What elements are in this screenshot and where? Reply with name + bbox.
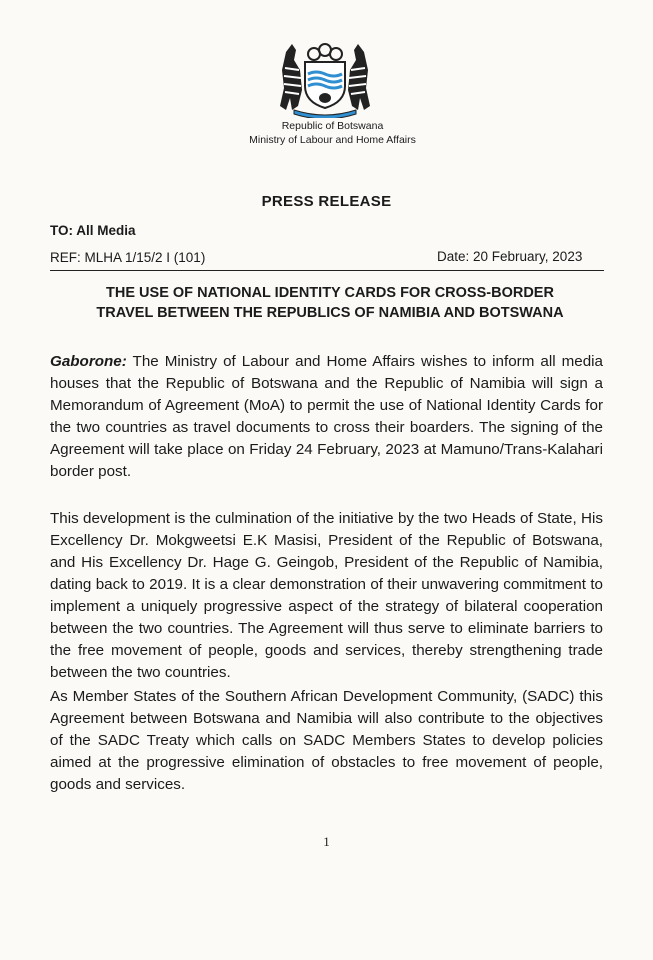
reference-number: REF: MLHA 1/15/2 I (101) bbox=[50, 250, 206, 265]
release-date: Date: 20 February, 2023 bbox=[437, 249, 583, 264]
document-title bbox=[40, 283, 620, 323]
botswana-coat-of-arms-icon bbox=[272, 40, 378, 118]
paragraph-3: As Member States of the Southern African Development Community, (SADC) this Agreement between Botswana and Namibia will also contribute to the objectives of the SADC Treaty which calls on SADC Members States to develop policies aimed at the progressive elimination of obstacles to free movement of people, goods and services. bbox=[50, 688, 603, 793]
page-number: 1 bbox=[323, 834, 330, 849]
title-line-2: TRAVEL BETWEEN THE REPUBLICS OF NAMIBIA AND BOTSWANA bbox=[96, 305, 564, 321]
header-divider bbox=[50, 270, 604, 271]
paragraph-2: This development is the culmination of the initiative by the two Heads of State, His Excellency Dr. Mokgweetsi E.K Masisi, President of the Republic of Botswana, and His Excellency Dr. Hage G. Geingob, President of the Republic of Namibia, dating back to 2019. It is a clear demonstration of their unwavering commitment to implement a uniquely progressive aspect of the strategy of bilateral cooperation between the two countries. The Agreement will thus serve to eliminate barriers to the free movement of people, goods and services, thereby strengthening trade between the two countries. bbox=[50, 510, 603, 681]
title-line-1: THE USE OF NATIONAL IDENTITY CARDS FOR CROSS-BORDER bbox=[106, 285, 554, 301]
press-release-heading: PRESS RELEASE bbox=[261, 193, 392, 210]
recipient-line: TO: All Media bbox=[50, 223, 136, 238]
ministry-label: Ministry of Labour and Home Affairs bbox=[249, 134, 416, 146]
paragraph-1 bbox=[50, 351, 603, 483]
paragraph-1-text: The Ministry of Labour and Home Affairs wishes to inform all media houses that the Republic of Botswana and the Republic of Namibia will sign a Memorandum of Agreement (MoA) to permit the use of National Identity Cards for the two countries as travel documents to cross their boarders. The signing of the Agreement will take place on Friday 24 February, 2023 at Mamuno/Trans-Kalahari border post. bbox=[50, 353, 603, 480]
dateline: Gaborone: bbox=[50, 353, 127, 370]
republic-label: Republic of Botswana bbox=[281, 120, 384, 132]
